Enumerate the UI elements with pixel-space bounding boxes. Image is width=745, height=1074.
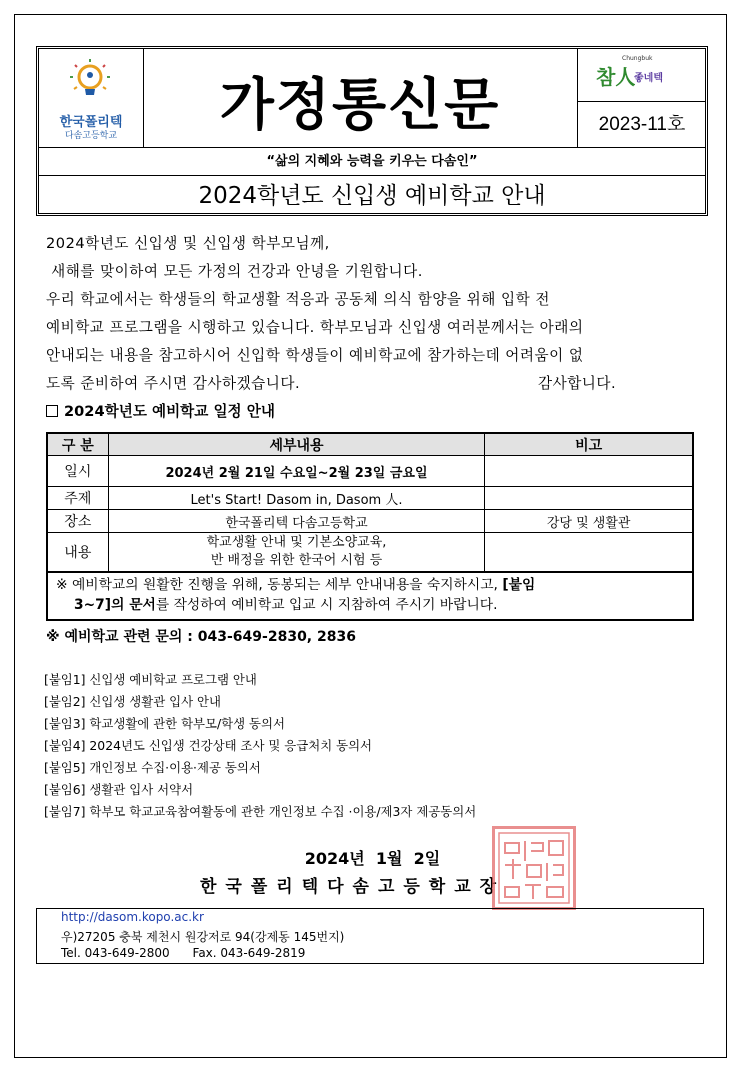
body-line: 우리 학교에서는 학생들의 학교생활 적응과 공동체 의식 함양을 위해 입학 전 — [46, 291, 550, 308]
closing-text: 감사합니다. — [538, 375, 617, 392]
issue-number: 2023-11호 — [578, 101, 706, 148]
attachment-item: [붙임2] 신입생 생활관 입사 안내 — [44, 694, 221, 709]
row-note — [485, 487, 693, 510]
issue-date: 2024년 1월 2일 — [304, 849, 441, 868]
row-detail: Let's Start! Dasom in, Dasom 人. — [108, 487, 485, 510]
school-address: 우)27205 충북 제천시 원강저로 94(강제동 145번지) — [61, 930, 345, 944]
note-indent — [56, 597, 74, 613]
table-note-row — [47, 572, 693, 620]
body-line: 2024학년도 신입생 및 신입생 학부모님께, — [46, 235, 330, 252]
table-row — [47, 510, 693, 533]
chungbuk-brand-logo — [590, 55, 694, 99]
note-suffix: 를 작성하여 예비학교 입교 시 지참하여 주시기 바랍니다. — [155, 597, 498, 613]
table-row — [47, 487, 693, 510]
schedule-section-title — [46, 400, 275, 421]
school-website-link[interactable]: http://dasom.kopo.ac.kr — [61, 910, 204, 924]
contact-footer — [36, 908, 704, 964]
table-row — [47, 456, 693, 487]
row-label: 주제 — [47, 487, 108, 510]
body-line: 안내되는 내용을 참고하시어 신입학 학생들이 예비학교에 참가하는데 어려움이 없 — [46, 347, 584, 364]
school-logo-sub: 다솜고등학교 — [64, 131, 118, 141]
seal-pattern-icon — [495, 829, 573, 907]
attachment-item: [붙임3] 학교생활에 관한 학부모/학생 동의서 — [44, 716, 285, 731]
title-cell — [143, 49, 577, 148]
row-detail: 한국폴리텍 다솜고등학교 — [108, 510, 485, 533]
row-detail-line: 반 배정을 위한 한국어 시험 등 — [210, 553, 383, 568]
bulb-logo-icon — [67, 57, 113, 105]
note-bold-2: 3~7]의 문서 — [74, 597, 156, 613]
inquiry-contact: ※ 예비학교 관련 문의 : 043-649-2830, 2836 — [46, 629, 356, 645]
newsletter-header — [36, 46, 708, 216]
table-row — [47, 533, 693, 573]
attachment-item: [붙임6] 생활관 입사 서약서 — [44, 782, 194, 797]
school-logo-name: 한국폴리텍 — [59, 114, 123, 129]
attachment-item: [붙임7] 학부모 학교교육참여활동에 관한 개인정보 수집 ·이용/제3자 제공동의서 — [44, 804, 477, 819]
page-title: 가정통신문 — [219, 73, 501, 138]
row-label: 장소 — [47, 510, 108, 533]
header-detail: 세부내용 — [108, 433, 485, 456]
attachment-item: [붙임5] 개인정보 수집·이용·제공 동의서 — [44, 760, 261, 775]
note-prefix: ※ 예비학교의 원활한 진행을 위해, 동봉되는 세부 안내내용을 숙지하시고, — [56, 577, 503, 593]
brand-logo-text: 참人 — [596, 65, 636, 89]
schedule-section-label: 2024학년도 예비학교 일정 안내 — [64, 403, 275, 420]
brand-logo-small: 좋네텍 — [634, 73, 663, 84]
headline: 2024학년도 신입생 예비학교 안내 — [198, 183, 546, 209]
row-detail-line: 학교생활 안내 및 기본소양교육, — [206, 535, 387, 550]
table-note — [47, 572, 693, 620]
note-bold-1: [붙임 — [502, 577, 536, 593]
principal-signature: 한국폴리텍다솜고등학교장 — [200, 877, 506, 897]
row-label: 내용 — [47, 533, 108, 573]
row-detail: 2024년 2월 21일 수요일~2월 23일 금요일 — [108, 456, 485, 487]
school-phone-fax: Tel. 043-649-2800 Fax. 043-649-2819 — [61, 946, 306, 960]
brand-logo-tiny: Chungbuk — [622, 55, 653, 62]
checkbox-square-icon — [46, 405, 58, 417]
schedule-table — [46, 432, 694, 621]
row-label: 일시 — [47, 456, 108, 487]
body-line: 도록 준비하여 주시면 감사하겠습니다. — [46, 375, 301, 392]
attachment-item: [붙임4] 2024년도 신입생 건강상태 조사 및 응급처치 동의서 — [44, 738, 373, 753]
attachment-item: [붙임1] 신입생 예비학교 프로그램 안내 — [44, 672, 257, 687]
row-note — [485, 456, 693, 487]
row-note: 강당 및 생활관 — [485, 510, 693, 533]
body-line: 새해를 맞이하여 모든 가정의 건강과 안녕을 기원합니다. — [46, 263, 423, 280]
body-line: 예비학교 프로그램을 시행하고 있습니다. 학부모님과 신입생 여러분께서는 아래의 — [46, 319, 584, 336]
row-detail — [108, 533, 485, 573]
school-logo — [39, 49, 144, 148]
slogan: “삶의 지혜와 능력을 키우는 다솜인” — [39, 149, 705, 176]
row-note — [485, 533, 693, 573]
header-category: 구 분 — [47, 433, 108, 456]
table-header-row — [47, 433, 693, 456]
brand-cell — [577, 49, 706, 148]
official-seal-stamp — [492, 826, 576, 910]
header-note: 비고 — [485, 433, 693, 456]
